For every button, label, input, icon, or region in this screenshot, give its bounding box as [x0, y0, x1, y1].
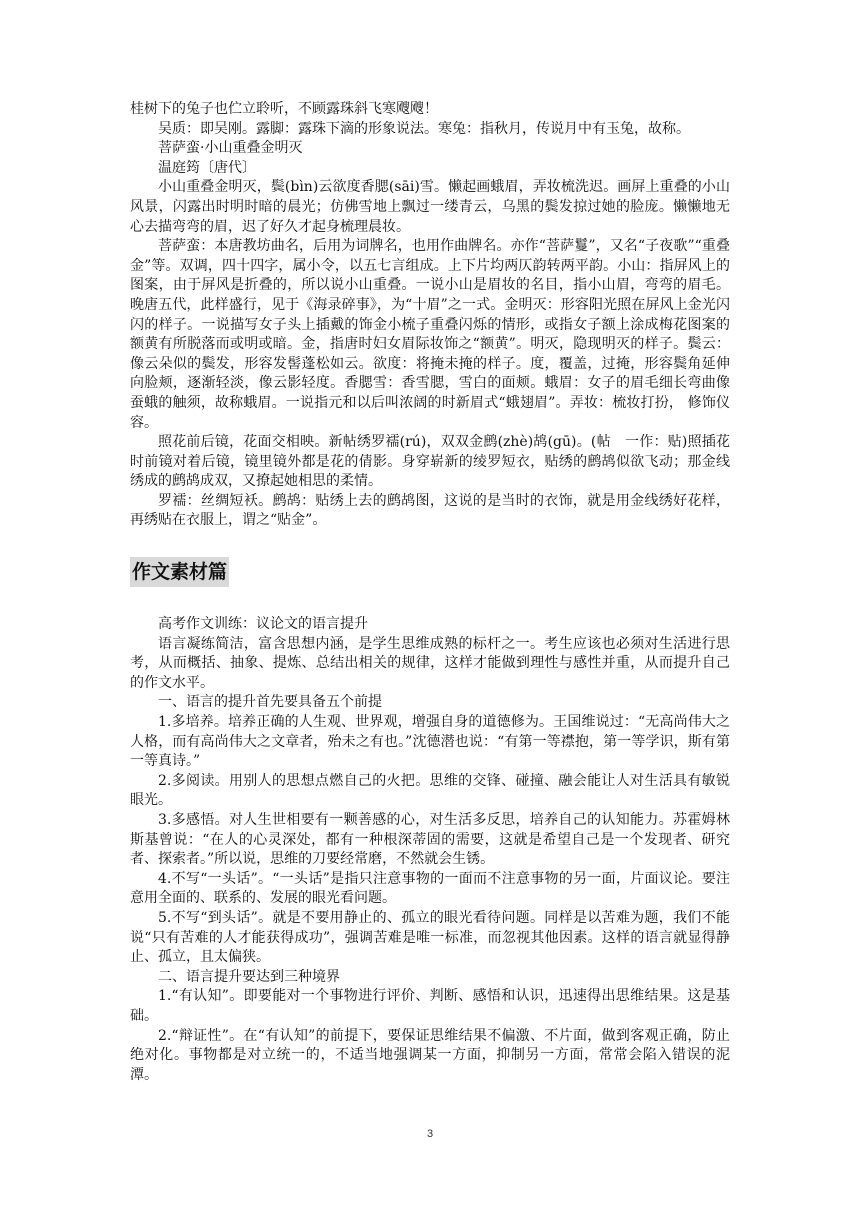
essay-paragraph: 3.多感悟。对人生世相要有一颗善感的心，对生活多反思，培养自己的认知能力。苏霍姆林斯基曾说：“在人的心灵深处，都有一种根深蒂固的需要，这就是希望自己是一个发现者、研究者、探索者。”所以说，思维的刀要经常磨，不然就会生锈。 — [130, 812, 730, 868]
essay-paragraph: 2.多阅读。用别人的思想点燃自己的火把。思维的交锋、碰撞、融会能让人对生活具有敏锐眼光。 — [130, 772, 730, 809]
section-heading: 作文素材篇 — [130, 557, 229, 587]
essay-title: 高考作文训练：议论文的语言提升 — [158, 616, 368, 633]
essay-paragraph: 1.多培养。培养正确的人生观、世界观，增强自身的道德修为。王国维说过：“无高尚伟大之人格，而有高尚伟大之文章者，殆未之有也。”沈德潜也说：“有第一等襟抱，第一等学识，斯有第一等真诗。” — [130, 714, 730, 770]
essay-subheading: 一、语言的提升首先要具备五个前提 — [158, 694, 382, 711]
essay-paragraph: 4.不写“一头话”。“一头话”是指只注意事物的一面而不注意事物的另一面，片面议论。要注意用全面的、联系的、发展的眼光看问题。 — [130, 870, 730, 907]
poem-annotation: 罗襦：丝绸短袄。鹧鸪：贴绣上去的鹧鸪图，这说的是当时的衣饰，就是用金线绣好花样，再绣贴在衣服上，谓之“贴金”。 — [130, 492, 730, 529]
poem-stanza: 小山重叠金明灭，鬓(bìn)云欲度香腮(sāi)雪。懒起画蛾眉，弄妆梳洗迟。画屏上重叠的小山风景，闪露出时明时暗的晨光；仿佛雪地上飘过一缕青云，乌黑的鬓发掠过她的脸庞。懒懒地无心去描弯弯的眉，迟了好久才起身梳理晨妆。 — [130, 179, 730, 235]
essay-paragraph: 5.不写“到头话”。就是不要用静止的、孤立的眼光看待问题。同样是以苦难为题，我们不能说“只有苦难的人才能获得成功”，强调苦难是唯一标准，而忽视其他因素。这样的语言就显得静止、孤立，且太偏狭。 — [130, 909, 730, 966]
essay-subheading: 二、语言提升要达到三种境界 — [158, 968, 340, 985]
page-content — [130, 100, 730, 1085]
spacer — [130, 531, 730, 557]
poem-stanza: 照花前后镜，花面交相映。新帖绣罗襦(rú)，双双金鹧(zhè)鸪(gū)。(帖 一作：贴)照插花时前镜对着后镜，镜里镜外都是花的倩影。身穿崭新的绫罗短衣，贴绣的鹧鸪似欲飞动；那金线绣成的鹧鸪成双，又撩起她相思的柔情。 — [130, 434, 730, 490]
poem-annotation: 菩萨蛮：本唐教坊曲名，后用为词牌名，也用作曲牌名。亦作“菩萨鬘”，又名“子夜歌”“重叠金”等。双调，四十四字，属小令，以五七言组成。上下片均两仄韵转两平韵。小山：指屏风上的图案，由于屏风是折叠的，所以说小山重叠。一说小山是眉妆的名目，指小山眉，弯弯的眉毛。晚唐五代，此样盛行，见于《海录碎事》，为“十眉”之一式。金明灭：形容阳光照在屏风上金光闪闪的样子。一说描写女子头上插戴的饰金小梳子重叠闪烁的情形，或指女子额上涂成梅花图案的额黄有所脱落而或明或暗。金，指唐时妇女眉际妆饰之“额黄”。明灭，隐现明灭的样子。鬓云：像云朵似的鬓发，形容发髻蓬松如云。欲度：将掩未掩的样子。度，覆盖，过掩，形容鬓角延伸向脸颊，逐渐轻淡，像云影轻度。香腮雪：香雪腮，雪白的面颊。蛾眉：女子的眉毛细长弯曲像蚕蛾的触须，故称蛾眉。一说指元和以后叫浓阔的时新眉式“蛾翅眉”。弄妆：梳妆打扮， 修饰仪容。 — [130, 238, 730, 431]
spacer — [130, 587, 730, 615]
poem-author: 温庭筠〔唐代〕 — [158, 159, 256, 176]
page-number: 3 — [426, 1128, 434, 1140]
essay-paragraph: 语言凝练简洁，富含思想内涵，是学生思维成熟的标杆之一。考生应该也必须对生活进行思考，从而概括、抽象、提炼、总结出相关的规律，这样才能做到理性与感性并重，从而提升自己的作文水平。 — [130, 635, 730, 691]
poem-title: 菩萨蛮·小山重叠金明灭 — [158, 140, 303, 157]
poem-annotation: 吴质：即吴刚。露脚：露珠下滴的形象说法。寒兔：指秋月，传说月中有玉兔，故称。 — [158, 120, 690, 137]
poem-line: 桂树下的兔子也伫立聆听，不顾露珠斜飞寒飕飕！ — [130, 101, 438, 117]
essay-paragraph: 1.“有认知”。即要能对一个事物进行评价、判断、感悟和认识，迅速得出思维结果。这是基础。 — [130, 988, 730, 1024]
essay-paragraph: 2.“辩证性”。在“有认知”的前提下，要保证思维结果不偏激、不片面，做到客观正确，防止绝对化。事物都是对立统一的，不适当地强调某一方面，抑制另一方面，常常会陷入错误的泥潭。 — [130, 1027, 730, 1083]
